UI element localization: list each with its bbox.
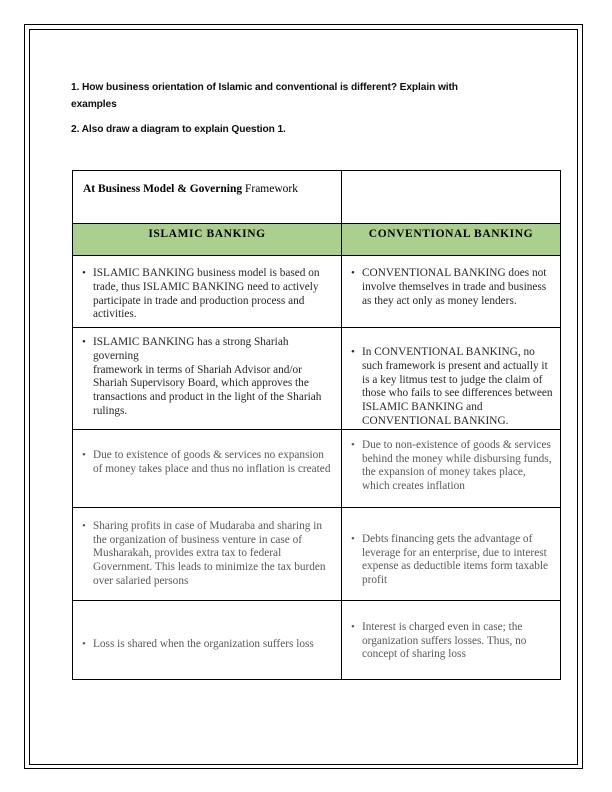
table-row [73, 600, 561, 679]
bullet-icon: • [351, 532, 355, 545]
bullet-icon: • [82, 267, 86, 279]
row-3-left-text: Due to existence of goods & services no expansion of money takes place and thus no inflation is created [93, 448, 331, 475]
table-row [73, 507, 561, 600]
row-2-left-text: ISLAMIC BANKING has a strong Shariah governing framework in terms of Shariah Advisor and/or Shariah Supervisory Board, which approves the transactions and product in the light of the Shariah rulings. [93, 336, 322, 417]
table-row [73, 256, 561, 328]
row-4-right-text: Debts financing gets the advantage of leverage for an enterprise, due to interest expense as deductible items form taxable profit [362, 532, 549, 587]
row-3-right-text: Due to non-existence of goods & services behind the money while disbursing funds, the expansion of money takes place, which creates inflation [362, 438, 552, 493]
row-2-right-cell [342, 328, 561, 430]
bullet-icon: • [351, 438, 355, 451]
row-1-left-text: ISLAMIC BANKING business model is based on trade, thus ISLAMIC BANKING need to actively participate in trade and production process and activities. [93, 267, 320, 321]
row-3-left-cell [73, 429, 342, 507]
row-2-left-cell [73, 328, 342, 430]
row-1-right-text: CONVENTIONAL BANKING does not involve themselves in trade and business as they act only as money lenders. [362, 267, 547, 307]
framework-title-empty-cell [342, 171, 561, 224]
table-header-row [73, 224, 561, 256]
framework-title-bold: At Business Model & Governing [83, 183, 243, 195]
framework-title-cell [73, 171, 342, 224]
bullet-icon: • [82, 519, 86, 532]
row-5-left-cell [73, 600, 342, 679]
framework-title-rest: Framework [242, 183, 298, 195]
row-1-right-cell [342, 256, 561, 328]
comparison-table [72, 170, 561, 680]
bullet-icon: • [351, 346, 355, 358]
row-3-right-cell [342, 429, 561, 507]
row-2-right-text: In CONVENTIONAL BANKING, no such framework is present and actually it is a key litmus test to judge the claim of those who fails to see differences between ISLAMIC BANKING and CONVENTIONAL BANKING. [362, 346, 553, 427]
bullet-icon: • [82, 336, 86, 348]
header-conventional-banking: CONVENTIONAL BANKING [342, 224, 561, 256]
row-4-right-cell [342, 507, 561, 600]
row-5-right-text: Interest is charged even in case; the organization suffers losses. Thus, no concept of sharing loss [362, 620, 527, 661]
header-islamic-banking: ISLAMIC BANKING [73, 224, 342, 256]
table-row [73, 328, 561, 430]
table-row-framework-title [73, 171, 561, 224]
question-2-text: 2. Also draw a diagram to explain Question 1. [71, 124, 286, 135]
bullet-icon: • [351, 267, 355, 279]
bullet-icon: • [82, 637, 86, 650]
row-1-left-cell [73, 256, 342, 328]
row-4-left-text: Sharing profits in case of Mudaraba and sharing in the organization of business venture in case of Musharakah, provides extra tax to federal Government. This leads to minimize the tax burden over salaried persons [93, 519, 326, 587]
row-5-left-text: Loss is shared when the organization suffers loss [93, 637, 314, 650]
bullet-icon: • [351, 620, 355, 633]
row-4-left-cell [73, 507, 342, 600]
table-row [73, 429, 561, 507]
question-1-text: 1. How business orientation of Islamic and conventional is different? Explain with examples [71, 82, 458, 110]
bullet-icon: • [82, 448, 86, 461]
row-5-right-cell [342, 600, 561, 679]
